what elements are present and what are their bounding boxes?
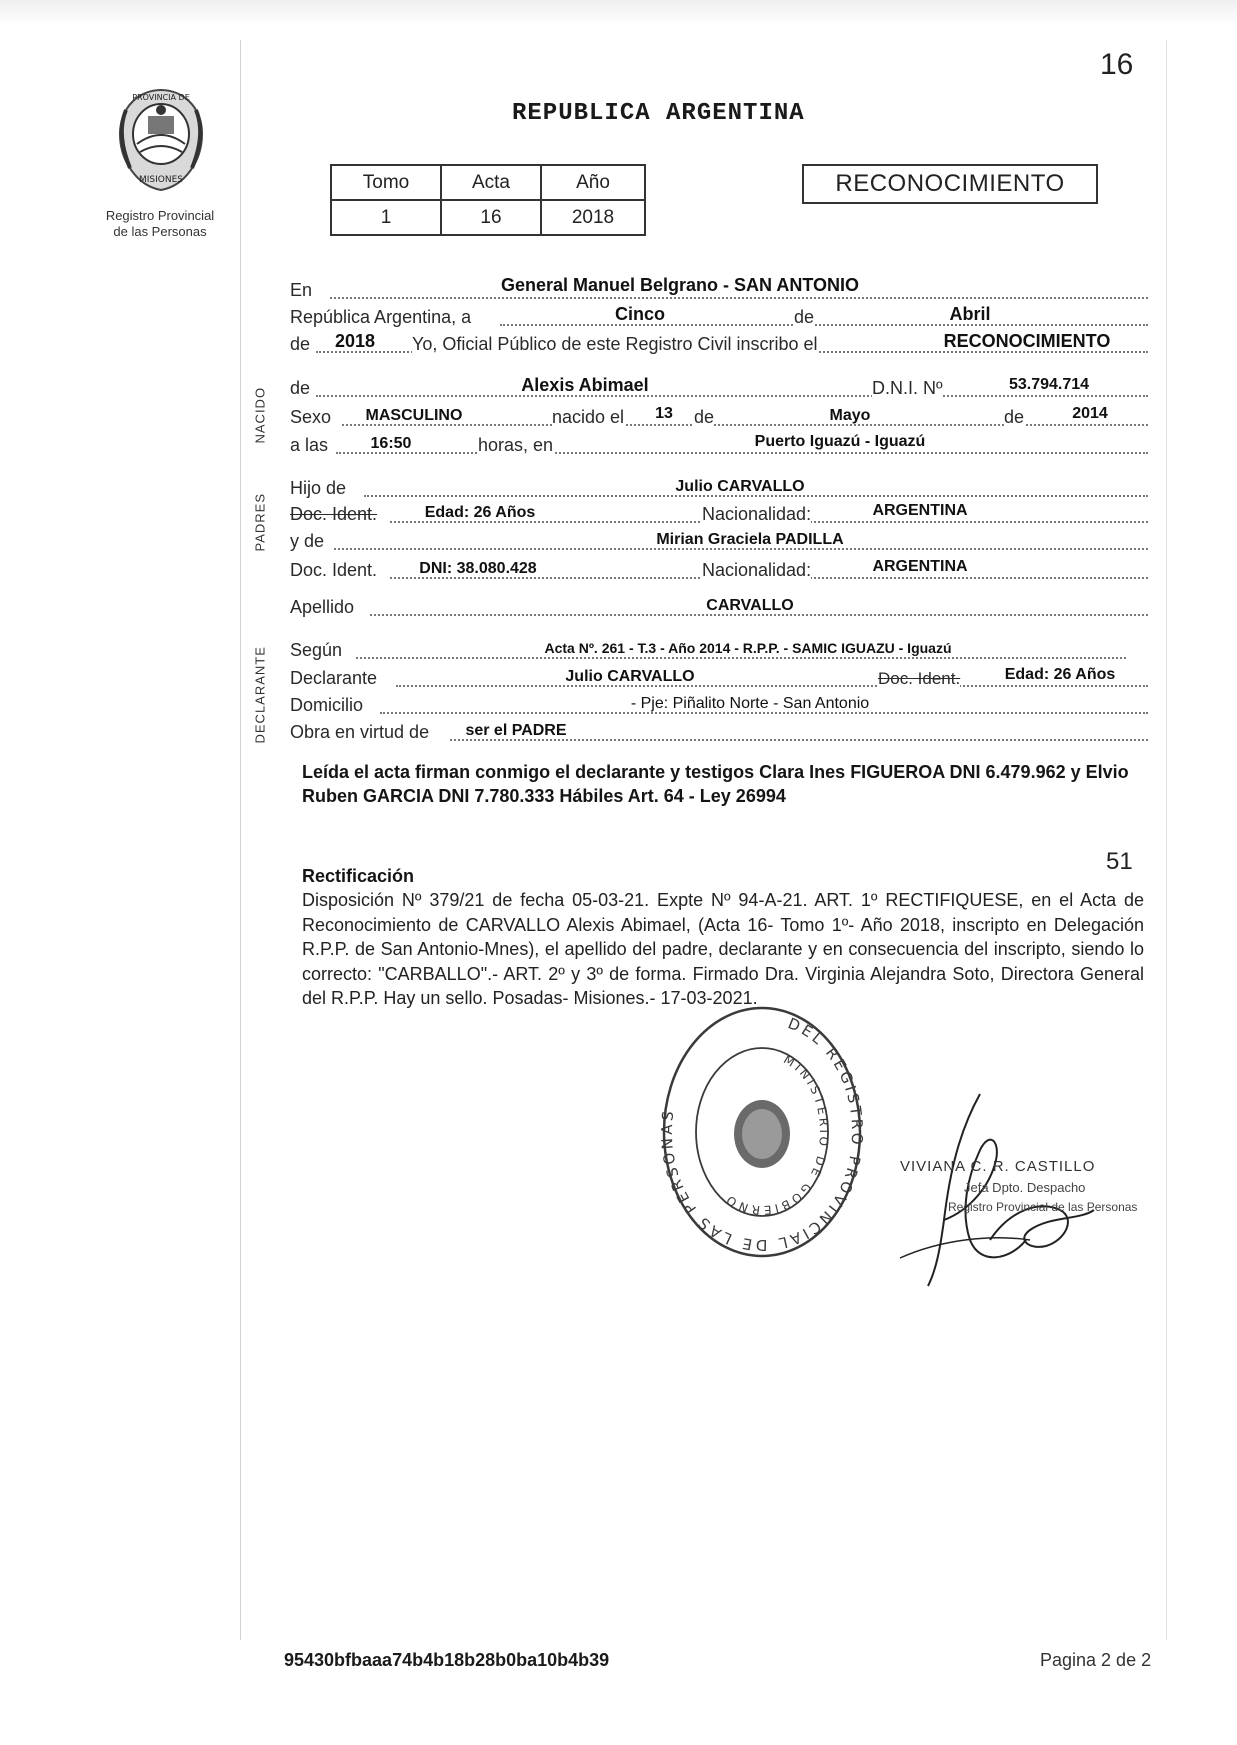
closing-statement: Leída el acta firman conmigo el declarante y testigos Clara Ines FIGUEROA DNI 6.479.962 y Elvio Ruben GARCIA DNI 7.780.333 Hábiles Art. 64 - Ley 26994 [302, 762, 1129, 806]
label-sexo: Sexo [290, 407, 332, 427]
side-label-padres: PADRES [252, 493, 268, 552]
value-capacity: ser el PADRE [465, 722, 567, 739]
label-de: de [290, 334, 311, 354]
register-header-anio: Año [541, 165, 645, 200]
document-hash: 95430bfbaaa74b4b18b28b0ba10b4b39 [284, 1650, 610, 1670]
row-domicilio [290, 691, 1148, 719]
dotted-line [316, 395, 1148, 397]
label-de: de [1004, 407, 1025, 427]
label-nacionalidad: Nacionalidad: [702, 560, 812, 580]
value-birth-year: 2014 [1072, 405, 1108, 422]
label-domicilio: Domicilio [290, 695, 364, 715]
label-nacido: nacido el [552, 407, 625, 427]
row-apellido [290, 593, 1148, 621]
register-value-acta: 16 [441, 200, 541, 235]
label-nacionalidad: Nacionalidad: [702, 504, 812, 524]
dotted-line [396, 685, 1148, 687]
label-de: de [694, 407, 715, 427]
register-value-tomo: 1 [331, 200, 441, 235]
svg-text:PROVINCIA DE: PROVINCIA DE [132, 93, 190, 102]
registry-name-line1: Registro Provincial [105, 208, 215, 223]
label-a-las: a las [290, 435, 329, 455]
register-table [330, 164, 646, 236]
label-de: de [794, 307, 815, 327]
signatory-name: VIVIANA C. R. CASTILLO [900, 1158, 1096, 1175]
page-number: 16 [1100, 48, 1134, 81]
registry-name-line2: de las Personas [113, 224, 207, 239]
label-republica: República Argentina, a [290, 307, 472, 327]
label-horas-en: horas, en [478, 435, 554, 455]
register-header-acta: Acta [441, 165, 541, 200]
rectification-title: Rectificación [302, 866, 415, 886]
value-father-doc: Edad: 26 Años [424, 504, 536, 521]
page-indicator: Pagina 2 de 2 [1040, 1650, 1152, 1670]
value-mother-nationality: ARGENTINA [872, 558, 968, 575]
value-surname: CARVALLO [706, 597, 794, 614]
side-label-nacido: NACIDO [252, 386, 268, 444]
value-inscription-type: RECONOCIMIENTO [943, 331, 1111, 351]
register-value-row [331, 200, 645, 235]
registry-name [82, 208, 238, 240]
value-mother-name: Mirian Graciela PADILLA [656, 531, 844, 548]
label-de: de [290, 378, 311, 398]
label-doc-ident: Doc. Ident. [878, 669, 961, 688]
scan-shadow [0, 0, 1237, 26]
label-en: En [290, 280, 313, 300]
official-stamp-icon [658, 1002, 866, 1260]
value-birth-time: 16:50 [370, 435, 412, 452]
value-child-dni: 53.794.714 [1008, 376, 1090, 393]
value-father-name: Julio CARVALLO [675, 478, 805, 495]
signatory-organization: Registro Provincial de las Personas [948, 1200, 1138, 1214]
label-obra: Obra en virtud de [290, 722, 430, 742]
country-title: REPUBLICA ARGENTINA [512, 100, 805, 127]
value-declarant-doc: Edad: 26 Años [1004, 666, 1116, 683]
label-segun: Según [290, 640, 343, 660]
row-hora [290, 431, 1148, 459]
right-margin-rule [1166, 40, 1167, 1640]
row-padre [290, 474, 1148, 502]
row-nombre [290, 374, 1148, 402]
row-en [290, 276, 1148, 304]
margin-rule [240, 40, 241, 1640]
rectification-number: 51 [1106, 848, 1133, 875]
value-month-word: Abril [949, 304, 991, 324]
value-day-word: Cinco [614, 304, 665, 324]
label-dni: D.N.I. Nº [872, 378, 943, 398]
row-year [290, 330, 1148, 358]
signatory-role: Jefa Dpto. Despacho [964, 1180, 1086, 1195]
row-obra [290, 718, 1148, 746]
label-y-de: y de [290, 531, 325, 551]
label-doc-ident: Doc. Ident. [290, 560, 378, 580]
row-madre [290, 527, 1148, 555]
label-apellido: Apellido [290, 597, 355, 617]
label-doc-ident: Doc. Ident. [290, 504, 378, 524]
row-republica [290, 303, 1148, 331]
value-child-name: Alexis Abimael [521, 375, 649, 395]
label-hijo-de: Hijo de [290, 478, 347, 498]
row-madre-doc [290, 556, 1148, 584]
rectification-body: Disposición Nº 379/21 de fecha 05-03-21. Expte Nº 94-A-21. ART. 1º RECTIFIQUESE, en el Acta de Reconocimiento de CARVALLO Alexis Abimael, (Acta 16- Tomo 1º- Año 2018, inscripto en Delegación R.P.P. de San Antonio-Mnes), el apellido del padre, declarante y en consecuencia del inscripto, siendo lo correcto: "CARBALLO".- ART. 2º y 3º de forma. Firmado Dra. Virginia Alejandra Soto, Directora General del R.P.P. Hay un sello. Posadas- Misiones.- 17-03-2021. [302, 890, 1144, 1008]
value-sex: MASCULINO [365, 407, 463, 424]
record-type-box: RECONOCIMIENTO [802, 164, 1098, 204]
row-sexo [290, 403, 1148, 431]
svg-text:MISIONES: MISIONES [138, 175, 184, 185]
dotted-line [356, 657, 1126, 659]
value-birth-month: Mayo [829, 407, 871, 424]
value-source-record: Acta Nº. 261 - T.3 - Año 2014 - R.P.P. - SAMIC IGUAZU - Iguazú [544, 640, 952, 656]
value-year: 2018 [334, 331, 376, 351]
side-label-declarante: DECLARANTE [252, 646, 268, 744]
row-segun [290, 636, 1148, 664]
dotted-line [330, 297, 1148, 299]
value-birth-day: 13 [655, 405, 673, 422]
svg-text:MINISTERIO DE GOBIERNO: MINISTERIO DE GOBIERNO [721, 1052, 832, 1218]
value-declarant-name: Julio CARVALLO [565, 668, 695, 685]
value-birth-place: Puerto Iguazú - Iguazú [754, 433, 926, 450]
value-mother-doc: DNI: 38.080.428 [419, 560, 537, 577]
row-declarante [290, 664, 1148, 692]
register-header-tomo: Tomo [331, 165, 441, 200]
register-value-anio: 2018 [541, 200, 645, 235]
label-declarante: Declarante [290, 668, 378, 688]
value-address: - Pje: Piñalito Norte - San Antonio [630, 695, 870, 712]
register-header-row [331, 165, 645, 200]
row-padre-doc [290, 500, 1148, 528]
value-place: General Manuel Belgrano - SAN ANTONIO [500, 275, 860, 295]
svg-text:DEL REGISTRO PROVINCIAL DE LAS: DEL REGISTRO PROVINCIAL DE LAS PERSONAS [658, 1014, 866, 1255]
label-oficial: Yo, Oficial Público de este Registro Civil inscribo el [412, 334, 818, 354]
value-father-nationality: ARGENTINA [872, 502, 968, 519]
dotted-line [336, 452, 1148, 454]
provincial-seal-icon [112, 86, 210, 194]
